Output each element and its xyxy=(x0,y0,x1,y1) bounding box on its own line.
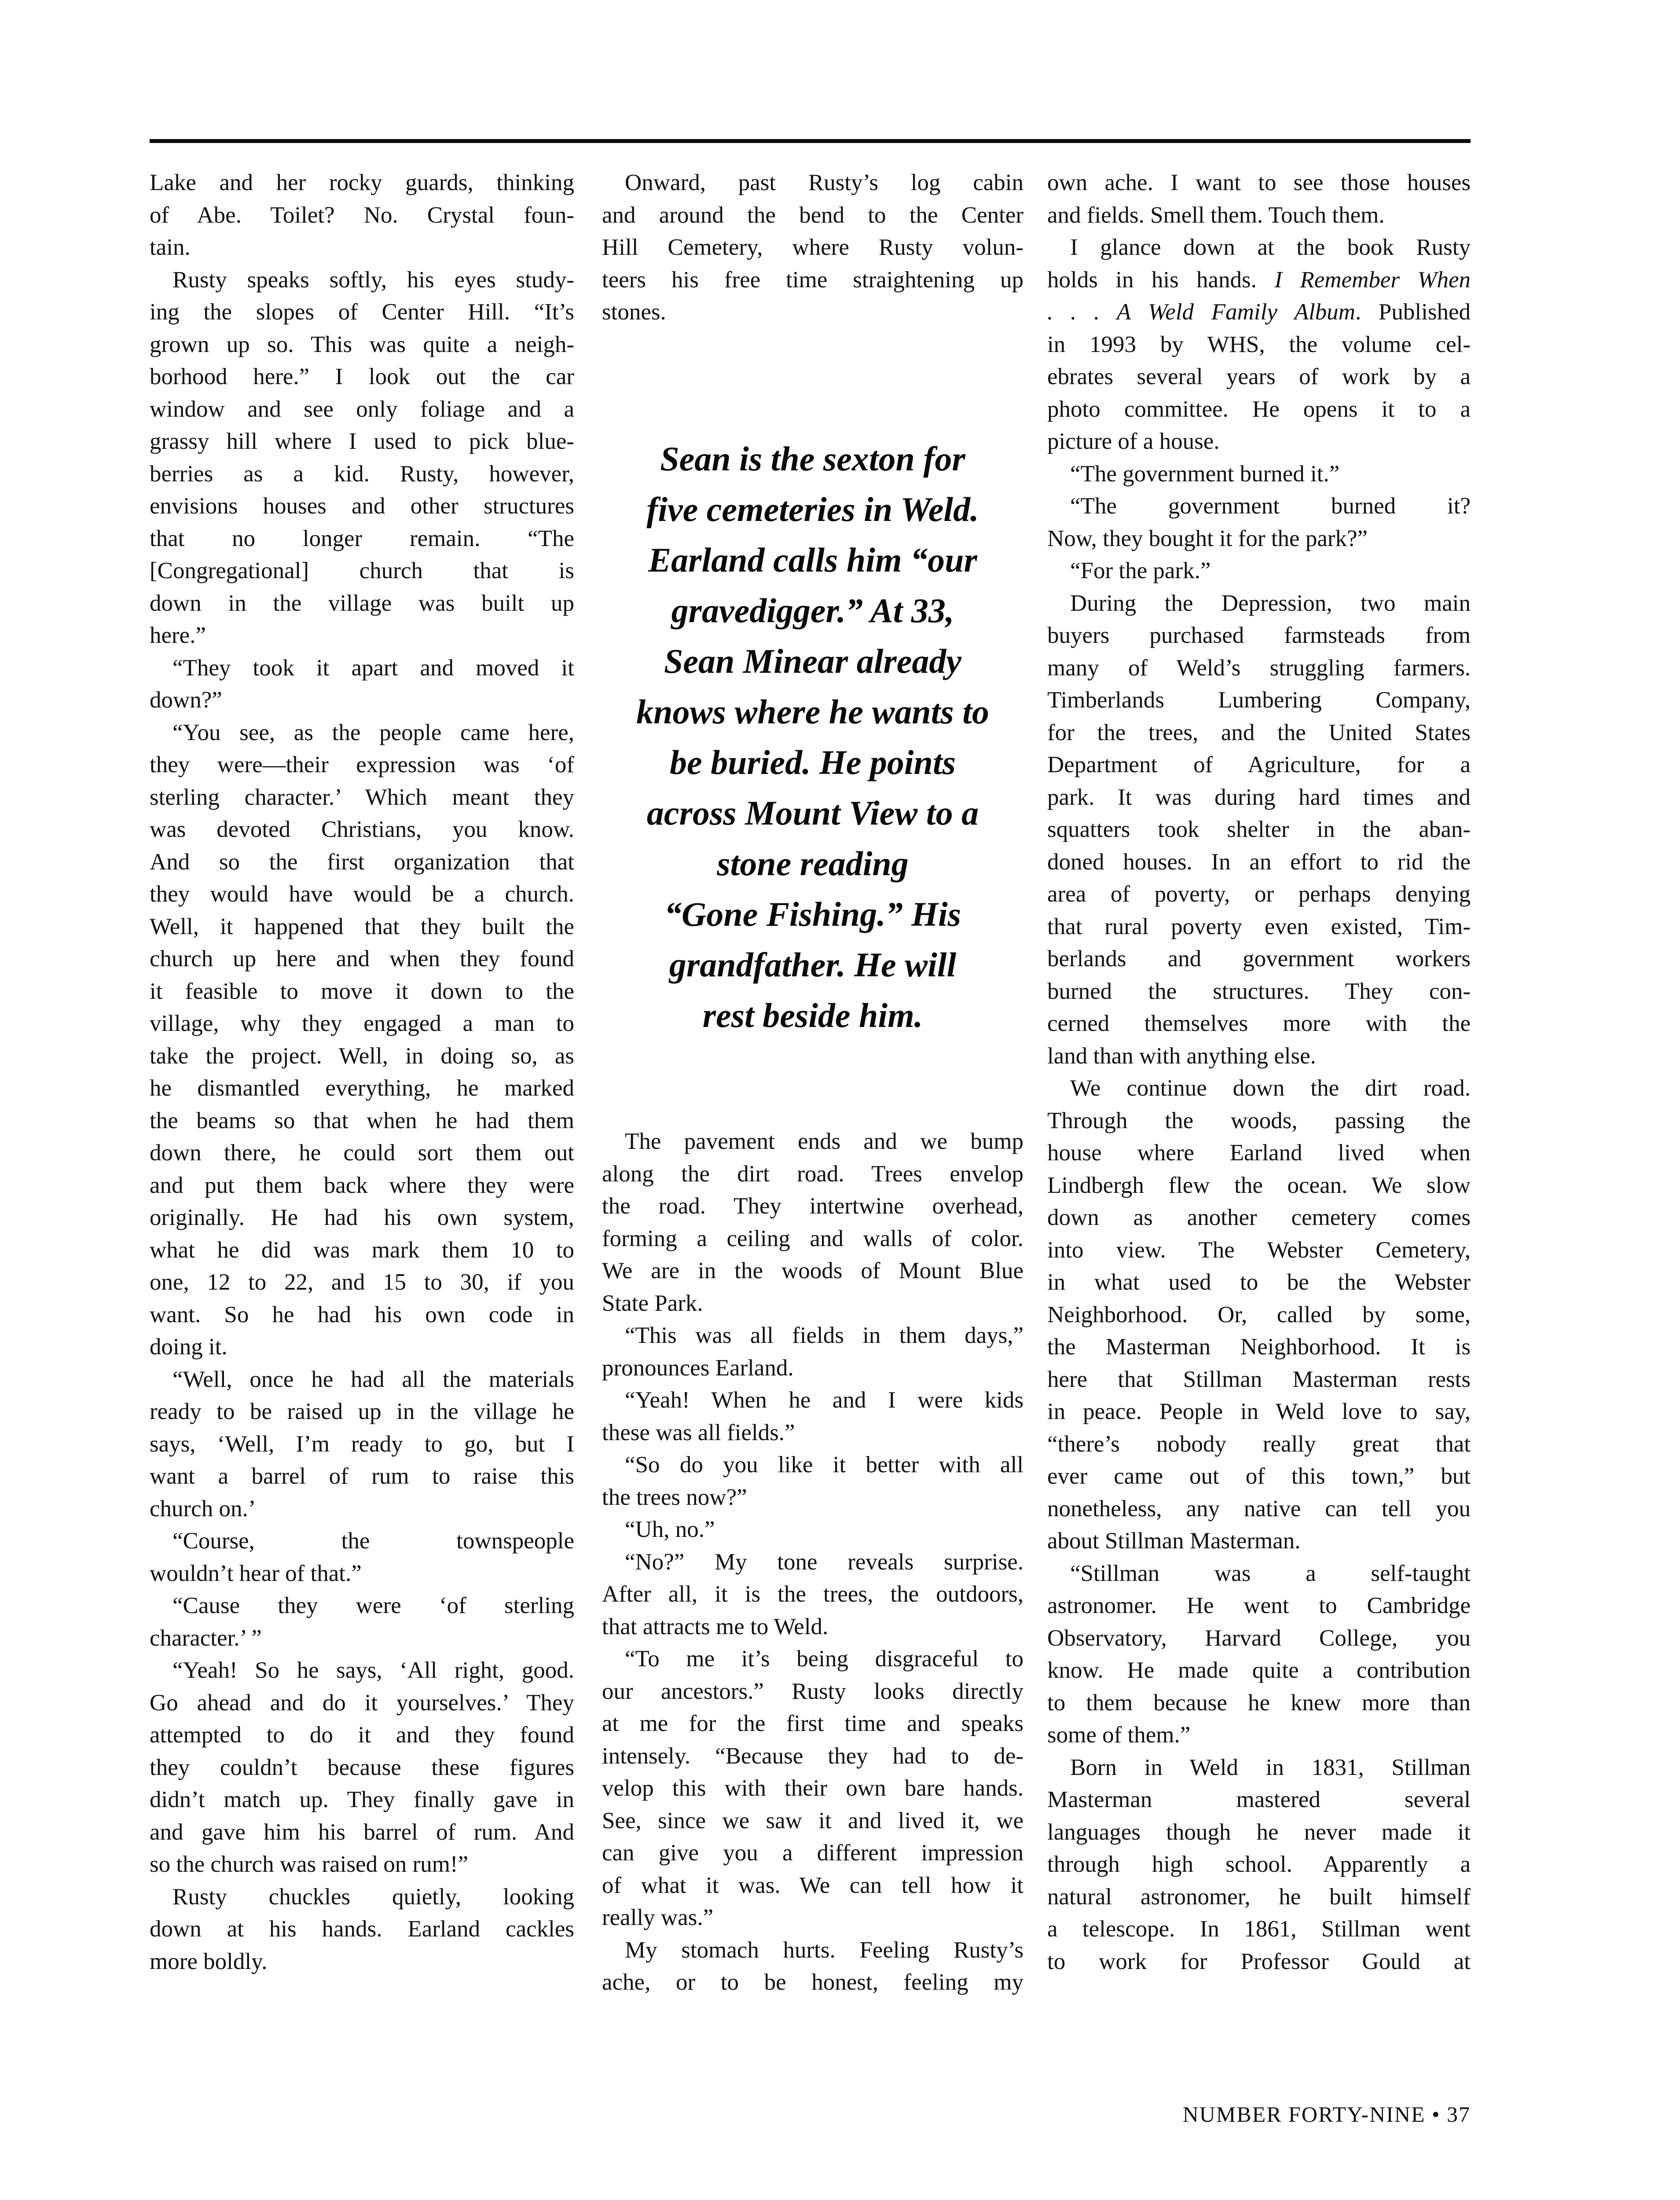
pull-quote-line: gravedigger.” At 33, xyxy=(671,591,954,630)
pull-quote-line: be buried. He points xyxy=(669,743,956,781)
text-line: picture of a house. xyxy=(1047,429,1220,454)
text-line: languages though he never made it xyxy=(1047,1819,1471,1845)
text-line: Go ahead and do it yourselves.’ They xyxy=(150,1690,574,1716)
text-line: down at his hands. Earland cackles xyxy=(150,1916,574,1942)
text-line: that no longer remain. “The xyxy=(150,525,574,551)
text-line: Timberlands Lumbering Company, xyxy=(1047,687,1471,713)
text-line: ache, or to be honest, feeling my xyxy=(602,1969,1023,1995)
text-line: Now, they bought it for the park?” xyxy=(1047,525,1368,551)
text-line: velop this with their own bare hands. xyxy=(602,1775,1023,1801)
text-line: and gave him his barrel of rum. And xyxy=(150,1819,574,1845)
text-line: grassy hill where I used to pick blue- xyxy=(150,429,574,454)
text-line: “To me it’s being disgraceful to xyxy=(625,1646,1023,1672)
text-line: ebrates several years of work by a xyxy=(1047,364,1471,389)
text-line: “Well, once he had all the materials xyxy=(172,1366,574,1392)
text-line: stones. xyxy=(602,299,666,325)
text-line: “Course, the townspeople xyxy=(172,1528,574,1554)
text-line: in 1993 by WHS, the volume cel- xyxy=(1047,331,1471,357)
text-line: here that Stillman Masterman rests xyxy=(1047,1366,1471,1392)
text-line: Through the woods, passing the xyxy=(1047,1107,1471,1133)
text-line: “This was all fields in them days,” xyxy=(625,1323,1023,1348)
text-line: sterling character.’ Which meant they xyxy=(150,784,574,810)
text-line: The pavement ends and we bump xyxy=(625,1129,1023,1154)
page-footer-folio: NUMBER FORTY-NINE • 37 xyxy=(1182,2102,1471,2127)
text-line: for the trees, and the United States xyxy=(1047,719,1471,745)
text-line: buyers purchased farmsteads from xyxy=(1047,623,1471,648)
text-line: take the project. Well, in doing so, as xyxy=(150,1043,574,1069)
text-line: “For the park.” xyxy=(1070,558,1211,583)
pull-quote-line: rest beside him. xyxy=(702,996,923,1034)
text-line: . . . A Weld Family Album. Published xyxy=(1047,299,1471,325)
text-line: was devoted Christians, you know. xyxy=(150,817,574,842)
text-line: one, 12 to 22, and 15 to 30, if you xyxy=(150,1269,574,1295)
text-line: to work for Professor Gould at xyxy=(1047,1948,1471,1974)
text-line: “Yeah! So he says, ‘All right, good. xyxy=(172,1657,574,1683)
text-line: ever came out of this town,” but xyxy=(1047,1463,1471,1489)
text-line: Department of Agriculture, for a xyxy=(1047,752,1471,777)
text-line: natural astronomer, he built himself xyxy=(1047,1884,1471,1910)
text-line: can give you a different impression xyxy=(602,1840,1023,1866)
text-line: holds in his hands. I Remember When xyxy=(1047,267,1471,293)
text-line: of what it was. We can tell how it xyxy=(602,1872,1023,1898)
text-line: “They took it apart and moved it xyxy=(172,655,574,681)
text-line: he dismantled everything, he marked xyxy=(150,1075,574,1101)
text-line: in what used to be the Webster xyxy=(1047,1269,1471,1295)
book-title: . . . A Weld Family Album xyxy=(1047,299,1355,325)
text-line: Lake and her rocky guards, thinking xyxy=(150,170,574,195)
text-line: house where Earland lived when xyxy=(1047,1140,1471,1166)
pull-quote-line: “Gone Fishing.” His xyxy=(664,895,961,933)
text-line: and fields. Smell them. Touch them. xyxy=(1047,202,1385,228)
text-line: doing it. xyxy=(150,1334,227,1360)
pull-quote-line: Sean Minear already xyxy=(664,642,962,680)
text-line: many of Weld’s struggling farmers. xyxy=(1047,655,1471,681)
text-line: park. It was during hard times and xyxy=(1047,784,1471,810)
text-line: character.’ ” xyxy=(150,1625,262,1651)
text-line: so the church was raised on rum!” xyxy=(150,1852,469,1877)
text-line: what he did was mark them 10 to xyxy=(150,1237,574,1263)
text-line: about Stillman Masterman. xyxy=(1047,1528,1301,1554)
text-line: at me for the first time and speaks xyxy=(602,1711,1023,1736)
text-line: cerned themselves more with the xyxy=(1047,1011,1471,1036)
text-line: squatters took shelter in the aban- xyxy=(1047,817,1471,842)
text-line: berries as a kid. Rusty, however, xyxy=(150,461,574,487)
text-line: originally. He had his own system, xyxy=(150,1205,574,1230)
text-line: our ancestors.” Rusty looks directly xyxy=(602,1678,1023,1704)
text-line: to them because he knew more than xyxy=(1047,1690,1471,1716)
text-line: Masterman mastered several xyxy=(1047,1787,1471,1812)
text-line: After all, it is the trees, the outdoors, xyxy=(602,1581,1023,1607)
text-line: I glance down at the book Rusty xyxy=(1070,235,1471,260)
text-line: it feasible to move it down to the xyxy=(150,978,574,1004)
text-line: want a barrel of rum to raise this xyxy=(150,1463,574,1489)
text-line: these was all fields.” xyxy=(602,1419,795,1445)
text-line: See, since we saw it and lived it, we xyxy=(602,1808,1023,1833)
text-line: window and see only foliage and a xyxy=(150,396,574,422)
text-line: “No?” My tone reveals surprise. xyxy=(625,1549,1023,1575)
text-line: intensely. “Because they had to de- xyxy=(602,1743,1023,1769)
text-line: village, why they engaged a man to xyxy=(150,1011,574,1036)
text-line: forming a ceiling and walls of color. xyxy=(602,1225,1023,1251)
pull-quote-line: Sean is the sexton for xyxy=(660,440,965,478)
text-line: a telescope. In 1861, Stillman went xyxy=(1047,1916,1471,1942)
text-line: along the dirt road. Trees envelop xyxy=(602,1161,1023,1187)
text-line: ready to be raised up in the village he xyxy=(150,1399,574,1424)
text-line: “So do you like it better with all xyxy=(625,1452,1023,1478)
text-line: “there’s nobody really great that xyxy=(1047,1431,1471,1457)
text-line: And so the first organization that xyxy=(150,849,574,875)
text-line: area of poverty, or perhaps denying xyxy=(1047,881,1471,907)
text-line: envisions houses and other structures xyxy=(150,493,574,519)
text-line: [Congregational] church that is xyxy=(150,558,574,583)
text-line: wouldn’t hear of that.” xyxy=(150,1560,362,1586)
text-line: through high school. Apparently a xyxy=(1047,1852,1471,1877)
text-line: really was.” xyxy=(602,1905,714,1930)
book-title: I Remember When xyxy=(1274,267,1471,293)
text-line: the road. They intertwine overhead, xyxy=(602,1193,1023,1219)
text-line: berlands and government workers xyxy=(1047,946,1471,972)
pull-quote-line: knows where he wants to xyxy=(636,693,989,731)
text-line: During the Depression, two main xyxy=(1070,590,1471,616)
text-line: some of them.” xyxy=(1047,1722,1191,1748)
text-line: borhood here.” I look out the car xyxy=(150,364,574,389)
text-line: Rusty speaks softly, his eyes study- xyxy=(172,267,574,293)
text-line: photo committee. He opens it to a xyxy=(1047,396,1471,422)
text-line: teers his free time straightening up xyxy=(602,267,1023,293)
text-line: ing the slopes of Center Hill. “It’s xyxy=(150,299,574,325)
text-line: Rusty chuckles quietly, looking xyxy=(172,1884,574,1910)
text-line: land than with anything else. xyxy=(1047,1043,1316,1069)
text-line: didn’t match up. They finally gave in xyxy=(150,1787,574,1812)
text-line: Observatory, Harvard College, you xyxy=(1047,1625,1471,1651)
text-line: down in the village was built up xyxy=(150,590,574,616)
text-line: church up here and when they found xyxy=(150,946,574,972)
text-line: tain. xyxy=(150,235,191,260)
text-line: “Stillman was a self-taught xyxy=(1070,1560,1471,1586)
text-line: church on.’ xyxy=(150,1496,256,1522)
text-line: that rural poverty even existed, Tim- xyxy=(1047,913,1471,939)
text-line: doned houses. In an effort to rid the xyxy=(1047,849,1471,875)
text-line: the beams so that when he had them xyxy=(150,1107,574,1133)
text-line: We are in the woods of Mount Blue xyxy=(602,1258,1023,1283)
text-line: the trees now?” xyxy=(602,1484,747,1510)
text-line: here.” xyxy=(150,623,206,648)
pull-quote-line: grandfather. He will xyxy=(669,946,957,984)
text-line: “The government burned it.” xyxy=(1070,461,1340,487)
text-line: My stomach hurts. Feeling Rusty’s xyxy=(625,1937,1023,1963)
text-line: We continue down the dirt road. xyxy=(1070,1075,1471,1101)
text-line: they were—their expression was ‘of xyxy=(150,752,574,777)
text-line: in peace. People in Weld love to say, xyxy=(1047,1399,1471,1424)
pull-quote-line: across Mount View to a xyxy=(646,794,979,832)
text-line: more boldly. xyxy=(150,1948,268,1974)
text-line: down?” xyxy=(150,687,222,713)
text-line: attempted to do it and they found xyxy=(150,1722,574,1748)
text-line: Born in Weld in 1831, Stillman xyxy=(1070,1754,1471,1780)
text-line: “The government burned it? xyxy=(1070,493,1471,519)
text-line: that attracts me to Weld. xyxy=(602,1613,829,1639)
text-line: down as another cemetery comes xyxy=(1047,1205,1471,1230)
text-line: Lindbergh flew the ocean. We slow xyxy=(1047,1172,1471,1198)
text-line: know. He made quite a contribution xyxy=(1047,1657,1471,1683)
text-line: says, ‘Well, I’m ready to go, but I xyxy=(150,1431,574,1457)
pull-quote-line: Earland calls him “our xyxy=(648,541,977,579)
text-line: they would have would be a church. xyxy=(150,881,574,907)
text-line: “Yeah! When he and I were kids xyxy=(625,1387,1023,1413)
text-line: into view. The Webster Cemetery, xyxy=(1047,1237,1471,1263)
text-line: grown up so. This was quite a neigh- xyxy=(150,331,574,357)
text-line: and put them back where they were xyxy=(150,1172,574,1198)
text-line: “You see, as the people came here, xyxy=(172,719,574,745)
text-line: down there, he could sort them out xyxy=(150,1140,574,1166)
text-line: pronounces Earland. xyxy=(602,1355,794,1381)
text-line: “Uh, no.” xyxy=(625,1517,715,1542)
text-line: astronomer. He went to Cambridge xyxy=(1047,1593,1471,1618)
text-line: they couldn’t because these figures xyxy=(150,1754,574,1780)
text-line: nonetheless, any native can tell you xyxy=(1047,1496,1471,1522)
text-line: burned the structures. They con- xyxy=(1047,978,1471,1004)
pull-quote-line: five cemeteries in Weld. xyxy=(646,490,979,528)
text-line: Neighborhood. Or, called by some, xyxy=(1047,1302,1471,1327)
text-line: Well, it happened that they built the xyxy=(150,913,574,939)
header-rule xyxy=(150,139,1471,143)
pull-quote-line: stone reading xyxy=(717,844,909,883)
text-line: want. So he had his own code in xyxy=(150,1302,574,1327)
text-line: “Cause they were ‘of sterling xyxy=(172,1593,574,1618)
text-line: of Abe. Toilet? No. Crystal foun- xyxy=(150,202,574,228)
text-line: the Masterman Neighborhood. It is xyxy=(1047,1334,1471,1360)
text-line: State Park. xyxy=(602,1290,703,1316)
text-line: Onward, past Rusty’s log cabin xyxy=(625,170,1023,195)
text-line: own ache. I want to see those houses xyxy=(1047,170,1471,195)
text-line: Hill Cemetery, where Rusty volun- xyxy=(602,235,1023,260)
text-line: and around the bend to the Center xyxy=(602,202,1023,228)
